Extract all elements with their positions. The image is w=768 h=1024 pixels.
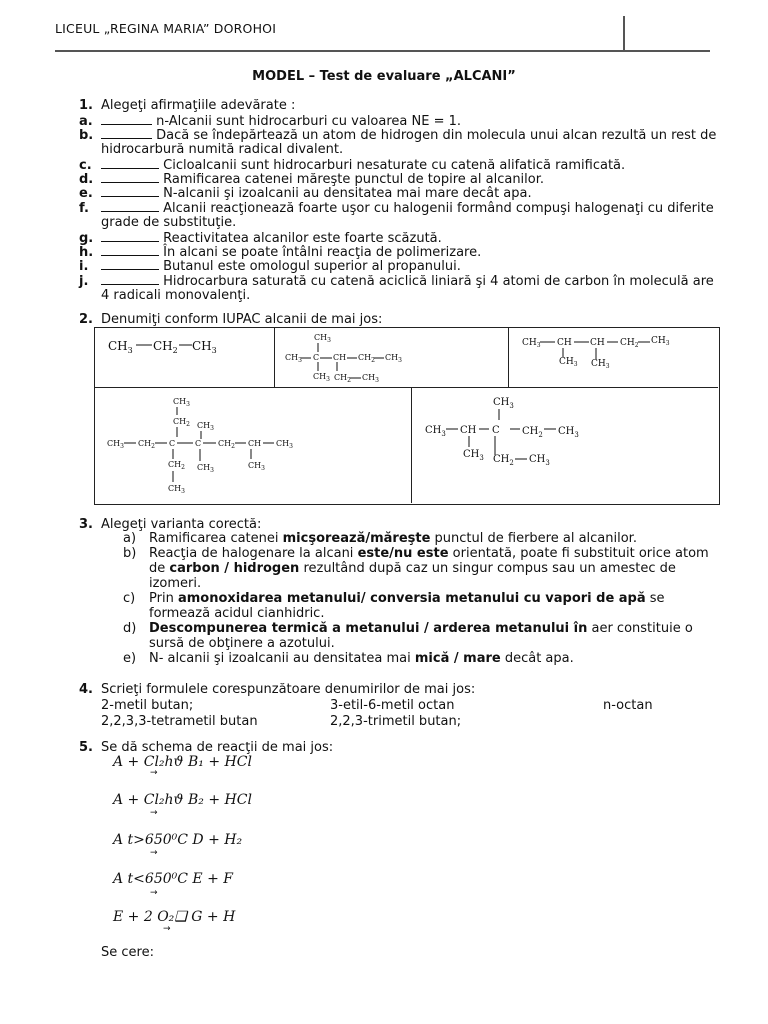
svg-text:CH: CH bbox=[590, 338, 605, 348]
header-divider-vertical bbox=[623, 16, 625, 50]
answer-blank[interactable] bbox=[101, 200, 159, 212]
q5-footer: Se cere: bbox=[101, 945, 154, 960]
svg-text:CH3: $CH_3$ bbox=[173, 397, 190, 408]
q1-item-d: d. Ramificarea catenei măreşte punctul de topire al alcanilor. bbox=[79, 172, 545, 187]
svg-text:CH: CH bbox=[557, 338, 572, 348]
answer-blank[interactable] bbox=[101, 157, 159, 169]
table-divider bbox=[508, 327, 509, 387]
q4-name-1: 2-metil butan; bbox=[101, 698, 194, 713]
q2-prompt: Denumiţi conform IUPAC alcanii de mai jos: bbox=[101, 312, 383, 327]
svg-text:CH3: $CH_3$ bbox=[192, 339, 217, 355]
q3-option-c: c) Prin amonoxidarea metanului/ conversia metanului cu vapori de apă se bbox=[123, 591, 665, 606]
q1-prompt: Alegeţi afirmaţiile adevărate : bbox=[101, 98, 296, 113]
reaction-arrow: → bbox=[150, 848, 158, 858]
q1-item-h: h. În alcani se poate întâlni reacţia de polimerizare. bbox=[79, 245, 482, 260]
svg-text:CH2: $CH_2$ bbox=[218, 439, 235, 450]
svg-text:CH3: $CH_3$ bbox=[313, 372, 330, 383]
svg-text:CH3: $CH_3$ bbox=[314, 333, 331, 344]
q3-option-b-line3: izomeri. bbox=[149, 576, 202, 591]
answer-blank[interactable] bbox=[101, 113, 152, 125]
table-divider bbox=[274, 327, 275, 387]
q3-option-e: e) N- alcanii şi izoalcanii au densitatea mai mică / mare decât apa. bbox=[123, 651, 574, 666]
q1-item-c: c. Cicloalcanii sunt hidrocarburi nesaturate cu catenă alifatică ramificată. bbox=[79, 158, 626, 173]
q3-option-b-line2: de carbon / hidrogen rezultând după caz un singur compus sau un amestec de bbox=[149, 561, 676, 576]
q5-prompt: Se dă schema de reacţii de mai jos: bbox=[101, 740, 334, 755]
q2-number: 2. bbox=[79, 312, 93, 327]
q3-option-b: b) Reacţia de halogenare la alcani este/nu este orientată, poate fi substituit orice atom bbox=[123, 546, 709, 561]
q3-number: 3. bbox=[79, 517, 93, 532]
svg-text:CH3: $CH_3$ bbox=[197, 463, 214, 474]
svg-text:CH3: $CH_3$ bbox=[197, 421, 214, 432]
svg-text:CH2: $CH_2$ bbox=[522, 426, 543, 439]
structures-table bbox=[94, 327, 720, 505]
reaction-arrow: → bbox=[150, 808, 158, 818]
header-divider-horizontal bbox=[55, 50, 710, 52]
reaction-5: E + 2 O₂❑ G + H bbox=[113, 909, 236, 925]
svg-text:CH3: $CH_3$ bbox=[559, 357, 578, 368]
svg-text:CH: CH bbox=[460, 425, 477, 436]
q4-name-5: 2,2,3-trimetil butan; bbox=[330, 714, 462, 729]
svg-text:C: C bbox=[313, 353, 320, 362]
q3-option-a: a) Ramificarea catenei micşorează/măreşte punctul de fierbere al alcanilor. bbox=[123, 531, 637, 546]
answer-blank[interactable] bbox=[101, 230, 159, 242]
reaction-arrow: → bbox=[163, 924, 171, 934]
svg-text:C: C bbox=[492, 425, 500, 436]
q4-name-2: 3-etil-6-metil octan bbox=[330, 698, 455, 713]
q4-name-4: 2,2,3,3-tetrametil butan bbox=[101, 714, 258, 729]
svg-text:CH3: $CH_3$ bbox=[248, 461, 265, 472]
svg-text:CH2: $CH_2$ bbox=[153, 339, 178, 355]
reaction-2: A + Cl₂hϑ B₂ + HCl bbox=[113, 792, 252, 808]
q1-item-a: a. n-Alcanii sunt hidrocarburi cu valoarea NE = 1. bbox=[79, 114, 461, 129]
svg-text:C: C bbox=[169, 439, 176, 448]
q5-prompt-row bbox=[79, 740, 333, 755]
reaction-4: A t<650⁰C E + F bbox=[113, 871, 233, 887]
svg-text:CH3: $CH_3$ bbox=[522, 338, 541, 349]
q3-option-c-line2: formează acidul cianhidric. bbox=[149, 606, 325, 621]
svg-text:CH2: $CH_2$ bbox=[138, 439, 155, 450]
answer-blank[interactable] bbox=[101, 244, 159, 256]
svg-text:CH3: $CH_3$ bbox=[425, 425, 446, 438]
svg-text:CH3: $CH_3$ bbox=[276, 439, 293, 450]
q2-prompt-row bbox=[79, 312, 382, 327]
svg-text:CH3: $CH_3$ bbox=[385, 353, 402, 364]
q4-prompt: Scrieţi formulele corespunzătoare denumirilor de mai jos: bbox=[101, 682, 476, 697]
answer-blank[interactable] bbox=[101, 185, 159, 197]
svg-text:CH3: $CH_3$ bbox=[651, 336, 670, 347]
svg-text:C: C bbox=[195, 439, 202, 448]
q1-item-j: j. Hidrocarbura saturată cu catenă aciclică liniară şi 4 atomi de carbon în moleculă are bbox=[79, 274, 714, 289]
table-divider bbox=[411, 387, 412, 503]
svg-text:CH: CH bbox=[333, 353, 347, 362]
reaction-arrow: → bbox=[150, 768, 158, 778]
answer-blank[interactable] bbox=[101, 171, 159, 183]
q1-number: 1. bbox=[79, 98, 93, 113]
svg-text:CH3: $CH_3$ bbox=[107, 439, 124, 450]
reaction-arrow: → bbox=[150, 888, 158, 898]
svg-text:CH3: $CH_3$ bbox=[362, 373, 379, 384]
svg-text:CH3: $CH_3$ bbox=[493, 397, 514, 410]
svg-text:CH2: $CH_2$ bbox=[334, 373, 351, 384]
svg-text:CH3: $CH_3$ bbox=[463, 449, 484, 462]
table-divider bbox=[94, 387, 718, 388]
q3-prompt: Alegeţi varianta corectă: bbox=[101, 517, 262, 532]
svg-text:CH2: $CH_2$ bbox=[620, 338, 639, 349]
q3-prompt-row bbox=[79, 517, 261, 532]
svg-text:CH3: $CH_3$ bbox=[558, 426, 579, 439]
answer-blank[interactable] bbox=[101, 258, 159, 270]
q4-number: 4. bbox=[79, 682, 93, 697]
q1-item-j-cont: 4 radicali monovalenţi. bbox=[101, 288, 251, 303]
svg-text:CH2: $CH_2$ bbox=[358, 353, 375, 364]
q1-item-b: b. Dacă se îndepărtează un atom de hidrogen din molecula unui alcan rezultă un rest de bbox=[79, 128, 717, 143]
school-header: LICEUL „REGINA MARIA” DOROHOI bbox=[55, 21, 277, 36]
svg-text:CH3: $CH_3$ bbox=[529, 454, 550, 467]
q4-name-3: n-octan bbox=[603, 698, 653, 713]
svg-text:CH2: $CH_2$ bbox=[173, 417, 190, 428]
q3-option-d-line2: sursă de obţinere a azotului. bbox=[149, 636, 335, 651]
svg-text:CH3: $CH_3$ bbox=[108, 339, 133, 355]
svg-text:CH: CH bbox=[248, 439, 262, 448]
answer-blank[interactable] bbox=[101, 273, 159, 285]
svg-text:CH2: $CH_2$ bbox=[493, 454, 514, 467]
page-title: MODEL – Test de evaluare „ALCANI” bbox=[252, 69, 516, 84]
q1-item-f: f. Alcanii reacţionează foarte uşor cu halogenii formând compuşi halogenaţi cu diferite bbox=[79, 201, 714, 216]
q5-number: 5. bbox=[79, 740, 93, 755]
reaction-1: A + Cl₂hϑ B₁ + HCl bbox=[113, 754, 252, 770]
reaction-3: A t>650⁰C D + H₂ bbox=[113, 832, 243, 848]
svg-text:CH3: $CH_3$ bbox=[285, 353, 302, 364]
answer-blank[interactable] bbox=[101, 127, 152, 139]
svg-text:CH3: $CH_3$ bbox=[168, 484, 185, 495]
q3-option-d: d) Descompunerea termică a metanului / arderea metanului în aer constituie o bbox=[123, 621, 693, 636]
q1-prompt-row bbox=[79, 98, 295, 113]
q1-item-f-cont: grade de substituţie. bbox=[101, 215, 237, 230]
q1-item-e: e. N-alcanii şi izoalcanii au densitatea mai mare decât apa. bbox=[79, 186, 532, 201]
q1-item-b-cont: hidrocarbură numită radical divalent. bbox=[101, 142, 344, 157]
q4-prompt-row bbox=[79, 682, 475, 697]
svg-text:CH2: $CH_2$ bbox=[168, 460, 185, 471]
q1-item-i: i. Butanul este omologul superior al propanului. bbox=[79, 259, 461, 274]
svg-text:CH3: $CH_3$ bbox=[591, 359, 610, 370]
q1-item-g: g. Reactivitatea alcanilor este foarte scăzută. bbox=[79, 231, 442, 246]
